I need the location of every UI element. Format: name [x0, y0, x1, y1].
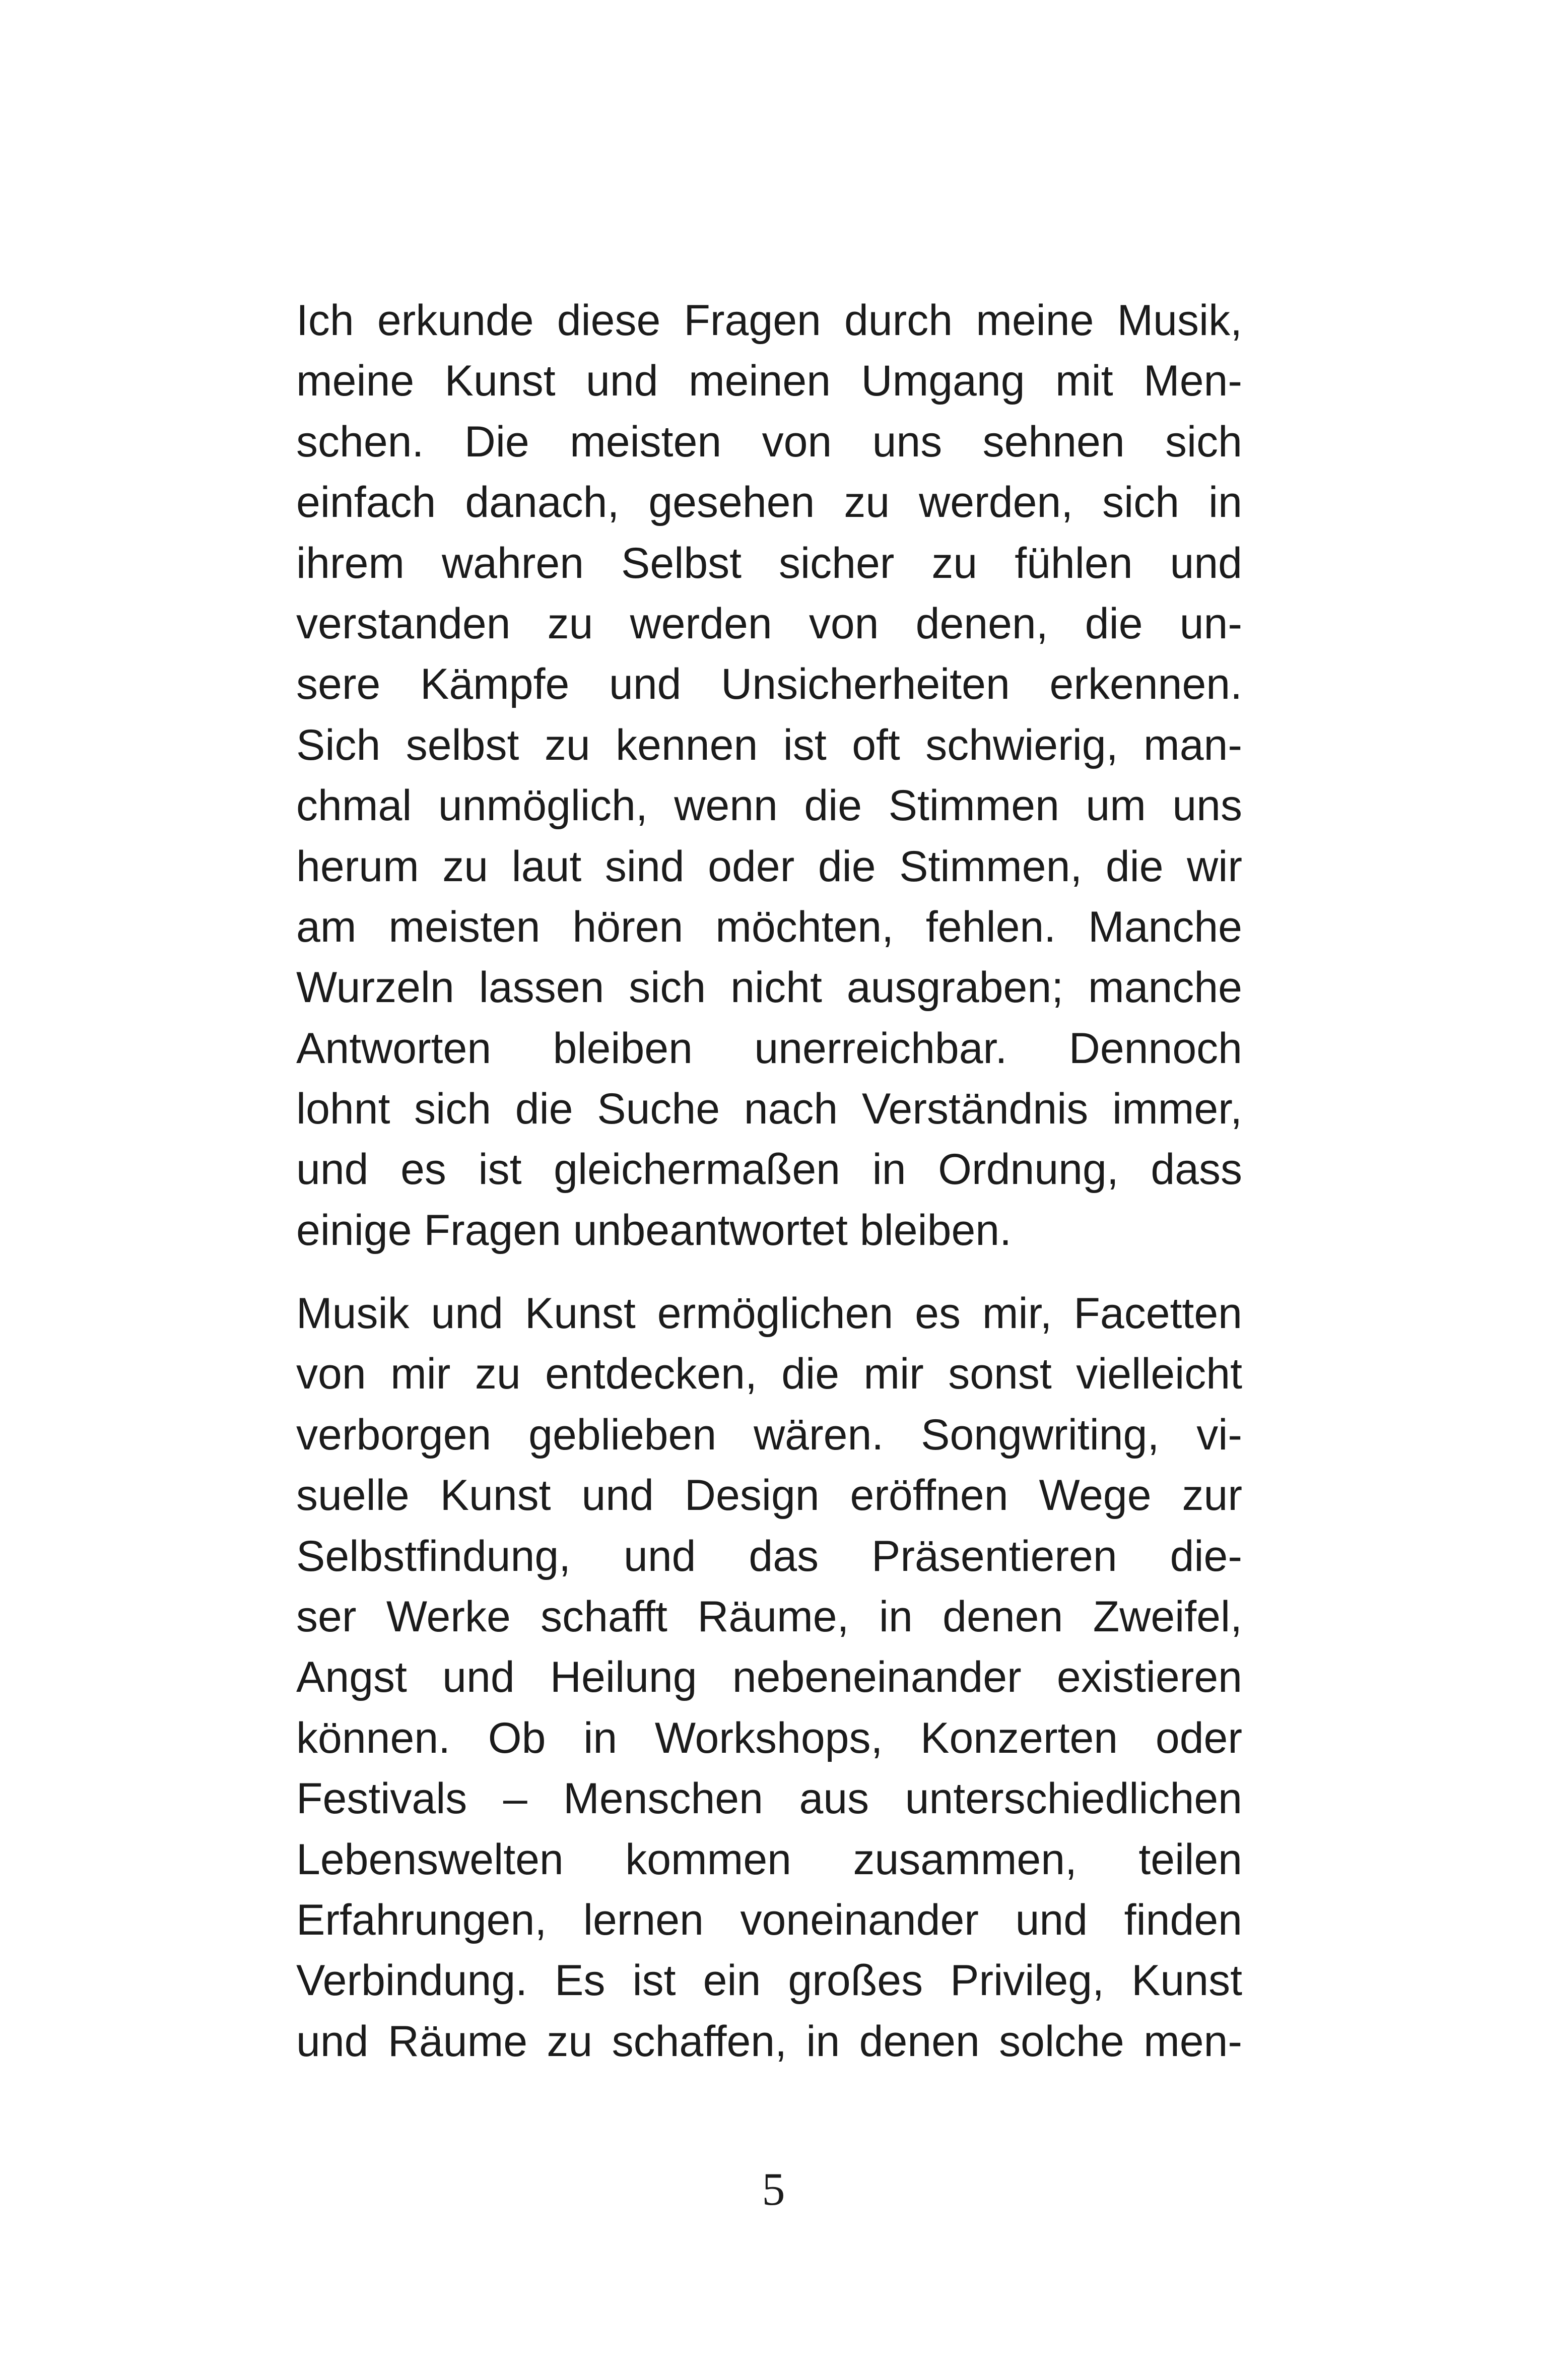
text-line: am meisten hören möchten, fehlen. Manche	[296, 902, 1242, 951]
text-line: ser Werke schafft Räume, in denen Zweifel,	[296, 1592, 1242, 1641]
text-line: Erfahrungen, lernen voneinander und finden	[296, 1895, 1242, 1944]
text-line: lohnt sich die Suche nach Verständnis immer,	[296, 1085, 1242, 1134]
text-line: und es ist gleichermaßen in Ordnung, dass	[296, 1145, 1242, 1194]
text-line: schen. Die meisten von uns sehnen sich	[296, 417, 1242, 466]
text-line: Ich erkunde diese Fragen durch meine Musik,	[296, 296, 1242, 345]
text-line: Angst und Heilung nebeneinander existieren	[296, 1653, 1242, 1702]
text-line: Selbstfindung, und das Präsentieren die-	[296, 1532, 1242, 1580]
text-line: einige Fragen unbeantwortet bleiben.	[296, 1206, 1012, 1254]
text-line: Festivals – Menschen aus unterschiedlichen	[296, 1774, 1242, 1823]
text-line: einfach danach, gesehen zu werden, sich in	[296, 478, 1242, 527]
text-line: Antworten bleiben unerreichbar. Dennoch	[296, 1024, 1242, 1073]
text-line: und Räume zu schaffen, in denen solche men-	[296, 2017, 1242, 2066]
text-line: meine Kunst und meinen Umgang mit Men-	[296, 357, 1242, 406]
text-line: suelle Kunst und Design eröffnen Wege zur	[296, 1471, 1242, 1520]
text-line: Sich selbst zu kennen ist oft schwierig, man-	[296, 720, 1242, 769]
text-line: Lebenswelten kommen zusammen, teilen	[296, 1835, 1242, 1884]
text-line: chmal unmöglich, wenn die Stimmen um uns	[296, 781, 1242, 830]
text-line: verborgen geblieben wären. Songwriting, vi-	[296, 1410, 1242, 1459]
text-line: Verbindung. Es ist ein großes Privileg, Kunst	[296, 1956, 1242, 2005]
text-line: herum zu laut sind oder die Stimmen, die wir	[296, 842, 1242, 891]
text-line: Wurzeln lassen sich nicht ausgraben; manche	[296, 963, 1242, 1012]
text-line: Musik und Kunst ermöglichen es mir, Facetten	[296, 1289, 1242, 1338]
text-line: von mir zu entdecken, die mir sonst vielleicht	[296, 1350, 1242, 1399]
paragraph-2	[296, 1283, 1242, 2072]
text-line: verstanden zu werden von denen, die un-	[296, 599, 1242, 648]
text-line: ihrem wahren Selbst sicher zu fühlen und	[296, 539, 1242, 587]
paragraph-1	[296, 290, 1242, 1261]
page-number: 5	[762, 2163, 785, 2215]
text-line: sere Kämpfe und Unsicherheiten erkennen.	[296, 660, 1242, 709]
text-line: können. Ob in Workshops, Konzerten oder	[296, 1713, 1242, 1762]
